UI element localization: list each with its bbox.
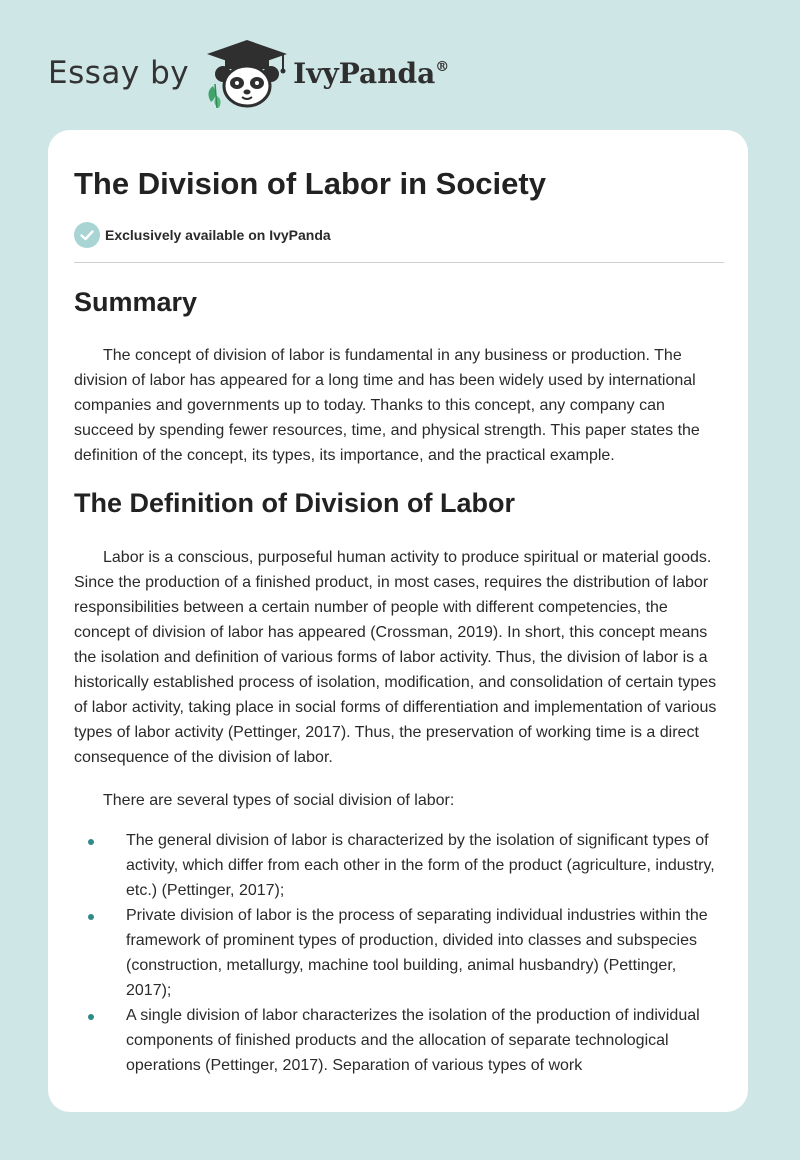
list-item: A single division of labor characterizes the isolation of the production of individual components of finished products and the allocation of separate technological operations (Pettinger, 2017). Separation of various types of work xyxy=(74,1003,724,1078)
document-title: The Division of Labor in Society xyxy=(74,166,546,201)
section-heading-summary: Summary xyxy=(74,287,198,317)
list-item: Private division of labor is the process of separating individual industries within the framework of prominent types of production, divided into classes and subspecies (construction, metallurgy, machine tool building, animal husbandry) (Pettinger, 2017); xyxy=(74,903,724,1003)
bullet-icon xyxy=(88,1014,94,1020)
essay-by-label: Essay by xyxy=(48,55,190,91)
exclusive-badge xyxy=(74,222,331,248)
bullet-icon xyxy=(88,839,94,845)
registered-mark: ® xyxy=(435,58,450,75)
badge-text: Exclusively available on IvyPanda xyxy=(105,227,331,243)
bullet-icon xyxy=(88,914,94,920)
paragraph: Labor is a conscious, purposeful human activity to produce spiritual or material goods. Since the production of a finished product, in most cases, requires the distribution of labor responsibilities between a certain number of people with different competencies, the concept of division of labor has appeared (Crossman, 2019). In short, this concept means the isolation and definition of various forms of labor activity. Thus, the division of labor is a historically established process of isolation, modification, and consolidation of certain types of labor activity, taking place in social forms of differentiation and implementation of various types of labor activity (Pettinger, 2017). Thus, the preservation of working time is a direct consequence of the division of labor. xyxy=(74,549,717,766)
site-header xyxy=(48,38,449,108)
section-heading-definition: The Definition of Division of Labor xyxy=(74,488,515,518)
panda-logo-icon[interactable] xyxy=(203,38,291,108)
brand-name[interactable]: IvyPanda® xyxy=(293,56,450,90)
list-item: The general division of labor is characterized by the isolation of significant types of activity, which differ from each other in the form of the product (agriculture, industry, etc.) (Pettinger, 2017); xyxy=(74,828,724,903)
essay-card xyxy=(48,130,748,1112)
title-divider xyxy=(74,262,724,263)
types-list xyxy=(74,828,724,1078)
check-circle-icon xyxy=(74,222,100,248)
paragraph: The concept of division of labor is fundamental in any business or production. The division of labor has appeared for a long time and has been widely used by international companies and governments up to today. Thanks to this concept, any company can succeed by spending fewer resources, time, and physical strength. This paper states the definition of the concept, its types, its importance, and the practical example. xyxy=(74,347,700,464)
paragraph: There are several types of social division of labor: xyxy=(103,792,455,809)
